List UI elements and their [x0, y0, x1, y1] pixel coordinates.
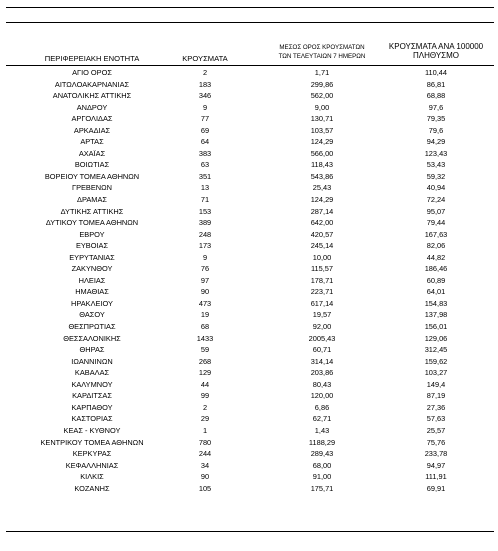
region-cell: ΑΙΤΩΛΟΑΚΑΡΝΑΝΙΑΣ — [54, 79, 130, 89]
avg7-cell: 178,71 — [310, 275, 334, 285]
cases-cell: 77 — [200, 114, 210, 124]
region-cell: ΑΧΑΪΑΣ — [78, 148, 106, 158]
avg7-cell: 9,00 — [314, 102, 330, 112]
per100k-cell: 95,07 — [426, 206, 446, 216]
header-cases: ΚΡΟΥΣΜΑΤΑ — [182, 54, 228, 63]
region-cell: ΓΡΕΒΕΝΩΝ — [72, 183, 112, 193]
table-row — [0, 309, 498, 321]
table-row — [0, 182, 498, 194]
region-cell: ΕΥΡΥΤΑΝΙΑΣ — [69, 252, 115, 262]
avg7-cell: 287,14 — [310, 206, 334, 216]
cases-cell: 268 — [198, 356, 212, 366]
header-avg7: ΜΕΣΟΣ ΟΡΟΣ ΚΡΟΥΣΜΑΤΩΝ ΤΩΝ ΤΕΛΕΥΤΑΙΩΝ 7 ΗΜΕΡΩΝ — [278, 44, 366, 60]
region-cell: ΚΕΦΑΛΛΗΝΙΑΣ — [65, 460, 119, 470]
region-cell: ΚΟΖΑΝΗΣ — [74, 483, 110, 493]
region-cell: ΕΥΒΟΙΑΣ — [75, 241, 109, 251]
header-per100k: ΚΡΟΥΣΜΑΤΑ ΑΝΑ 100000 ΠΛΗΘΥΣΜΟ — [388, 42, 484, 61]
table-row — [0, 229, 498, 241]
region-cell: ΑΡΤΑΣ — [80, 137, 104, 147]
region-cell: ΔΥΤΙΚΗΣ ΑΤΤΙΚΗΣ — [60, 206, 124, 216]
region-cell: ΑΝΑΤΟΛΙΚΗΣ ΑΤΤΙΚΗΣ — [52, 91, 132, 101]
cases-cell: 76 — [200, 264, 210, 274]
avg7-cell: 124,29 — [310, 137, 334, 147]
region-cell: ΘΕΣΣΑΛΟΝΙΚΗΣ — [63, 333, 121, 343]
avg7-cell: 562,00 — [310, 91, 334, 101]
per100k-cell: 44,82 — [426, 252, 446, 262]
region-cell: ΚΑΡΔΙΤΣΑΣ — [72, 391, 112, 401]
table-row — [0, 125, 498, 137]
region-cell: ΖΑΚΥΝΘΟΥ — [71, 264, 113, 274]
table-row — [0, 483, 498, 495]
avg7-cell: 1188,29 — [308, 437, 336, 447]
cases-cell: 351 — [198, 171, 212, 181]
per100k-cell: 156,01 — [424, 322, 448, 332]
table-row — [0, 321, 498, 333]
table-row — [0, 275, 498, 287]
table-row — [0, 460, 498, 472]
table-row — [0, 263, 498, 275]
region-cell: ΔΡΑΜΑΣ — [77, 195, 107, 205]
table-row — [0, 356, 498, 368]
per100k-cell: 79,44 — [426, 218, 446, 228]
per100k-cell: 167,63 — [424, 229, 448, 239]
cases-cell: 90 — [200, 287, 210, 297]
region-cell: ΗΜΑΘΙΑΣ — [75, 287, 109, 297]
cases-cell: 2 — [202, 68, 208, 77]
avg7-cell: 175,71 — [310, 483, 334, 493]
region-cell: ΑΡΓΟΛΙΔΑΣ — [71, 114, 113, 124]
per100k-cell: 75,76 — [426, 437, 446, 447]
avg7-cell: 2005,43 — [308, 333, 336, 343]
region-cell: ΗΛΕΙΑΣ — [78, 275, 106, 285]
cases-cell: 63 — [200, 160, 210, 170]
per100k-cell: 159,62 — [424, 356, 448, 366]
bottom-rule — [6, 531, 494, 532]
avg7-cell: 289,43 — [310, 449, 334, 459]
avg7-cell: 68,00 — [312, 460, 332, 470]
avg7-cell: 566,00 — [310, 148, 334, 158]
table-row — [0, 90, 498, 102]
avg7-cell: 1,43 — [314, 425, 330, 435]
avg7-cell: 314,14 — [310, 356, 334, 366]
per100k-cell: 72,24 — [426, 195, 446, 205]
avg7-cell: 642,00 — [310, 218, 334, 228]
avg7-cell: 25,43 — [312, 183, 332, 193]
table-row — [0, 298, 498, 310]
region-cell: ΑΝΔΡΟΥ — [76, 102, 108, 112]
avg7-cell: 91,00 — [312, 472, 332, 482]
region-cell: ΑΓΙΟ ΟΡΟΣ — [72, 68, 112, 77]
header-rule — [6, 65, 494, 66]
table-row — [0, 136, 498, 148]
top-rule — [6, 7, 494, 8]
region-cell: ΒΟΙΩΤΙΑΣ — [74, 160, 110, 170]
per100k-cell: 27,36 — [426, 402, 446, 412]
avg7-cell: 299,86 — [310, 79, 334, 89]
cases-cell: 71 — [200, 195, 210, 205]
table-row — [0, 79, 498, 91]
cases-cell: 473 — [198, 298, 212, 308]
region-cell: ΙΩΑΝΝΙΝΩΝ — [71, 356, 113, 366]
avg7-cell: 130,71 — [310, 114, 334, 124]
cases-cell: 64 — [200, 137, 210, 147]
per100k-cell: 60,89 — [426, 275, 446, 285]
region-cell: ΘΕΣΠΡΩΤΙΑΣ — [68, 322, 116, 332]
cases-cell: 19 — [200, 310, 210, 320]
per100k-cell: 233,78 — [424, 449, 448, 459]
avg7-cell: 124,29 — [310, 195, 334, 205]
table-row — [0, 240, 498, 252]
per100k-cell: 137,98 — [424, 310, 448, 320]
table-row — [0, 159, 498, 171]
per100k-cell: 312,45 — [424, 345, 448, 355]
region-cell: ΕΒΡΟΥ — [79, 229, 105, 239]
region-cell: ΘΗΡΑΣ — [79, 345, 105, 355]
avg7-cell: 92,00 — [312, 322, 332, 332]
per100k-cell: 68,88 — [426, 91, 446, 101]
cases-cell: 153 — [198, 206, 212, 216]
avg7-cell: 62,71 — [312, 414, 332, 424]
table-row — [0, 252, 498, 264]
region-cell: ΚΕΑΣ - ΚΥΘΝΟΥ — [63, 425, 121, 435]
cases-cell: 1433 — [196, 333, 214, 343]
cases-cell: 129 — [198, 368, 212, 378]
cases-cell: 13 — [200, 183, 210, 193]
cases-cell: 173 — [198, 241, 212, 251]
per100k-cell: 79,35 — [426, 114, 446, 124]
avg7-cell: 6,86 — [314, 402, 330, 412]
per100k-cell: 110,44 — [424, 68, 448, 77]
table-row — [0, 471, 498, 483]
table-row — [0, 194, 498, 206]
table-row — [0, 437, 498, 449]
cases-cell: 69 — [200, 125, 210, 135]
per100k-cell: 111,91 — [425, 472, 447, 482]
cases-cell: 59 — [200, 345, 210, 355]
cases-cell: 346 — [198, 91, 212, 101]
per100k-cell: 103,27 — [424, 368, 448, 378]
upper-rule — [6, 22, 494, 23]
per100k-cell: 40,94 — [426, 183, 446, 193]
region-cell: ΚΑΛΥΜΝΟΥ — [71, 379, 113, 389]
region-cell: ΚΕΡΚΥΡΑΣ — [72, 449, 112, 459]
region-cell: ΚΑΣΤΟΡΙΑΣ — [71, 414, 113, 424]
cases-cell: 29 — [200, 414, 210, 424]
region-cell: ΚΕΝΤΡΙΚΟΥ ΤΟΜΕΑ ΑΘΗΝΩΝ — [40, 437, 144, 447]
table-row — [0, 67, 498, 79]
avg7-cell: 80,43 — [312, 379, 332, 389]
cases-cell: 90 — [200, 472, 210, 482]
table-row — [0, 379, 498, 391]
per100k-cell: 123,43 — [424, 148, 448, 158]
avg7-cell: 118,43 — [310, 160, 334, 170]
per100k-cell: 86,81 — [426, 79, 446, 89]
avg7-cell: 60,71 — [312, 345, 332, 355]
table-row — [0, 344, 498, 356]
cases-cell: 105 — [198, 483, 212, 493]
avg7-cell: 120,00 — [310, 391, 334, 401]
table-row — [0, 102, 498, 114]
avg7-cell: 10,00 — [312, 252, 332, 262]
table-row — [0, 448, 498, 460]
table-row — [0, 413, 498, 425]
header-region: ΠΕΡΙΦΕΡΕΙΑΚΗ ΕΝΟΤΗΤΑ — [44, 54, 140, 63]
avg7-cell: 543,86 — [310, 171, 334, 181]
region-cell: ΘΑΣΟΥ — [79, 310, 105, 320]
region-cell: ΚΑΡΠΑΘΟΥ — [71, 402, 113, 412]
region-cell: ΔΥΤΙΚΟΥ ΤΟΜΕΑ ΑΘΗΝΩΝ — [45, 218, 139, 228]
cases-cell: 244 — [198, 449, 212, 459]
table-row — [0, 217, 498, 229]
table-row — [0, 113, 498, 125]
avg7-cell: 420,57 — [310, 229, 334, 239]
table-row — [0, 171, 498, 183]
cases-cell: 44 — [200, 379, 210, 389]
avg7-cell: 19,57 — [312, 310, 332, 320]
cases-cell: 1 — [202, 425, 208, 435]
avg7-cell: 115,57 — [310, 264, 334, 274]
per100k-cell: 25,57 — [426, 425, 446, 435]
table-row — [0, 286, 498, 298]
avg7-cell: 203,86 — [310, 368, 334, 378]
table-header — [0, 40, 498, 65]
per100k-cell: 94,29 — [426, 137, 446, 147]
table-row — [0, 206, 498, 218]
table-row — [0, 148, 498, 160]
per100k-cell: 87,19 — [426, 391, 446, 401]
table-row — [0, 367, 498, 379]
cases-cell: 34 — [200, 460, 210, 470]
cases-cell: 9 — [202, 102, 208, 112]
region-cell: ΚΑΒΑΛΑΣ — [74, 368, 110, 378]
per100k-cell: 94,97 — [426, 460, 446, 470]
cases-cell: 389 — [198, 218, 212, 228]
per100k-cell: 64,01 — [426, 287, 446, 297]
cases-cell: 97 — [200, 275, 210, 285]
cases-cell: 780 — [198, 437, 212, 447]
avg7-cell: 1,71 — [314, 68, 330, 77]
region-cell: ΚΙΛΚΙΣ — [80, 472, 104, 482]
region-cell: ΒΟΡΕΙΟΥ ΤΟΜΕΑ ΑΘΗΝΩΝ — [44, 171, 140, 181]
avg7-cell: 103,57 — [310, 125, 334, 135]
cases-cell: 248 — [198, 229, 212, 239]
table-row — [0, 402, 498, 414]
region-cell: ΑΡΚΑΔΙΑΣ — [73, 125, 111, 135]
cases-cell: 9 — [202, 252, 208, 262]
table-body — [0, 67, 498, 494]
cases-cell: 383 — [198, 148, 212, 158]
per100k-cell: 57,63 — [426, 414, 446, 424]
per100k-cell: 149,4 — [426, 379, 446, 389]
table-row — [0, 390, 498, 402]
avg7-cell: 617,14 — [310, 298, 334, 308]
avg7-cell: 245,14 — [310, 241, 334, 251]
per100k-cell: 53,43 — [426, 160, 446, 170]
table-row — [0, 333, 498, 345]
table-row — [0, 425, 498, 437]
cases-cell: 183 — [198, 79, 212, 89]
per100k-cell: 69,91 — [426, 483, 446, 493]
per100k-cell: 97,6 — [428, 102, 444, 112]
per100k-cell: 129,06 — [424, 333, 448, 343]
cases-cell: 68 — [200, 322, 210, 332]
avg7-cell: 223,71 — [310, 287, 334, 297]
cases-cell: 2 — [202, 402, 208, 412]
per100k-cell: 154,83 — [424, 298, 448, 308]
per100k-cell: 186,46 — [424, 264, 448, 274]
region-cell: ΗΡΑΚΛΕΙΟΥ — [71, 298, 113, 308]
per100k-cell: 82,06 — [426, 241, 446, 251]
cases-cell: 99 — [200, 391, 210, 401]
per100k-cell: 59,32 — [426, 171, 446, 181]
per100k-cell: 79,6 — [428, 125, 444, 135]
